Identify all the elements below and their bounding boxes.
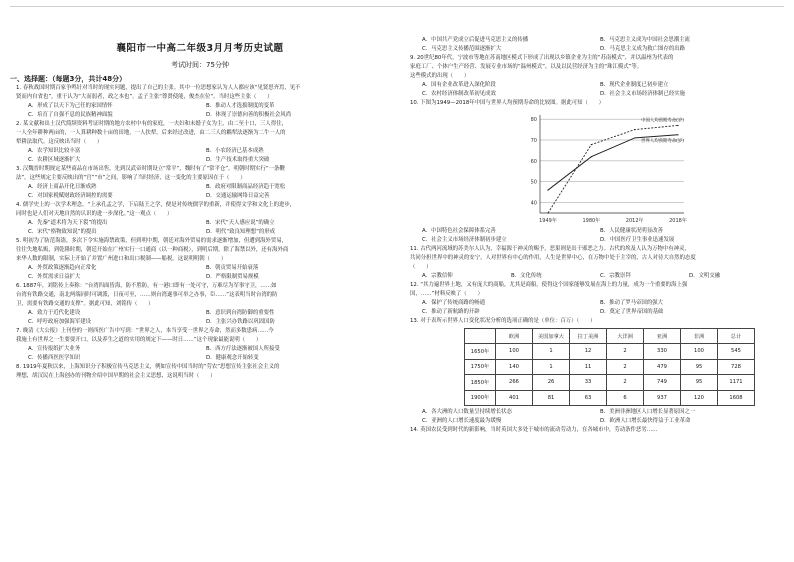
- x-tick-label: 1980年: [582, 218, 601, 224]
- answer-option: B．美洲非洲地区人口增长显著原因之一: [600, 409, 696, 415]
- table-cell: 1: [533, 359, 570, 375]
- question-text-line: 法”。这些规定主要反映出的“官”“市”之间，影响了当时经济，这一变化的主要原因在于（ ）: [16, 175, 246, 181]
- y-tick-label: 70: [530, 138, 537, 145]
- question-text-line: （ ）: [410, 264, 432, 270]
- table-header-cell: 大洋洲: [607, 329, 644, 344]
- series-point: [634, 129, 635, 130]
- table-cell: 266: [496, 375, 533, 391]
- table-header-cell: 亚洲: [644, 329, 681, 344]
- answer-option: D．交通运输网络日益完善: [206, 193, 270, 199]
- answer-option: B．政府对限制商品经济趋于宽松: [206, 184, 286, 190]
- table-cell: 728: [718, 359, 755, 375]
- question-text-line: 犁耕法取代。这反映出当时（ ）: [16, 139, 103, 145]
- answer-options: [28, 192, 384, 201]
- table-cell: 100: [681, 344, 718, 360]
- table-cell: 11: [570, 359, 607, 375]
- answer-option: B．马克思主义成为中国社会思潮主流: [600, 37, 690, 43]
- chart-svg: [514, 109, 694, 227]
- table-cell: 2: [607, 344, 644, 360]
- answer-option: A．宣传报纸扩大业务: [28, 346, 81, 352]
- question-text-line: 同时也是人们对天地自然的认识的进一步深化。”这一观点（ ）: [16, 211, 173, 217]
- table-header-cell: [465, 329, 496, 344]
- table-row: [465, 359, 755, 375]
- y-tick-label: 60: [530, 158, 537, 165]
- answer-option: B．朝贡贸易开始衰落: [206, 265, 259, 271]
- answer-option: C．培育了自强不息的民族精神面貌: [28, 112, 113, 118]
- answer-options: [422, 227, 778, 236]
- answer-options: [422, 90, 778, 99]
- question-text-line: 12. “其力遍世界土地，又有庞大的商船，尤其是商船，使得这个国家能够发展在海上的力量，成为一个重要的海上强: [410, 282, 688, 288]
- table-cell: 63: [570, 390, 607, 406]
- answer-option: C．对国家税赋财政经济调控的需要: [28, 193, 113, 199]
- table-cell: 401: [496, 390, 533, 406]
- answer-options: [422, 236, 778, 245]
- answer-option: C．宋代“格物致知说”的提出: [28, 229, 97, 235]
- answer-option: C．呼吁政府加强海军建设: [28, 319, 92, 325]
- answer-option: D．中国医疗卫生事业迅速发展: [600, 237, 675, 243]
- exam-title: 襄阳市一中高二年级3月月考历史试题: [116, 43, 284, 54]
- question-text-line: 11. 古代两河流域的苏美尔人认为，幸福源于神灵的赐予，恶果则是出于邪恶之力。古代的埃及人认为万物中有神灵，: [410, 246, 690, 252]
- table-cell: 1850年: [465, 375, 496, 391]
- right-column: [404, 0, 784, 562]
- section-heading: 一、选择题：（每题3分，共计48分）: [10, 75, 127, 83]
- question-text-line: 6. 1887年，刘铭传上奏称：“台湾四面皆海，防不胜防，有一港口即有一处可守，万难尽为军事守卫，……如: [16, 283, 277, 289]
- question-text-line: 10. 下图为1949—2018年中国与世界人均预期寿命的比较图。据此可知（ ）: [410, 100, 605, 106]
- left-column: [10, 0, 390, 562]
- answer-option: A．经济上商品开化日渐成熟: [28, 184, 97, 190]
- table-cell: 1: [533, 344, 570, 360]
- table-row: [465, 375, 755, 391]
- table-cell: 479: [644, 359, 681, 375]
- series-label: 中国人均预期寿命(岁): [641, 118, 684, 124]
- question-text-line: 台湾有铁路交通，南北两端同时可调派，日夜可至，……则台湾遂事可举之办事，臣……”这表明当时台湾的防: [16, 292, 278, 298]
- table-cell: 545: [718, 344, 755, 360]
- series-point: [634, 137, 635, 138]
- x-tick-label: 1949年: [539, 218, 557, 224]
- table-row: [465, 344, 755, 360]
- question-text-line: 贤而内自省也”，重于认为“大而弱者，政之本也”。孟子主张“尊贤使能，俊杰在位”。当时这些主张（ ）: [16, 94, 273, 100]
- answer-option: C．传播西医医学知识: [28, 355, 81, 361]
- question-text-line: 3. 汉魏晋时期规定某些商品在市场出售，先到汉武帝时期设立“常平”，魏时有了“常平仓”。明朝时期实行“一条鞭: [16, 166, 285, 172]
- answer-option: A．先秦“道术将为天下裂”的提出: [28, 220, 108, 226]
- question-text-line: 往往失地私贩，到乾隆时期，朝廷开始在广州实行一口通商（以一种商税），到明后期，除了海禁以外，还有海外商: [16, 247, 289, 253]
- answer-options: [28, 345, 384, 354]
- answer-option: B．文化传统: [511, 273, 542, 279]
- table-cell: 1608: [718, 390, 755, 406]
- question-text-line: 家庭工厂、个体户生产经营、发展专业市场的“温州模式”，以及以民营经济为主的“珠江模式”等。: [410, 64, 643, 70]
- x-tick-label: 2018年: [669, 218, 687, 224]
- answer-option: B．意识到台湾防御的重要性: [206, 310, 275, 316]
- answer-option: A．各大洲的人口数量呈持续增长状态: [422, 409, 512, 415]
- answer-option: A．宗教信仰: [422, 273, 453, 279]
- population-table: [464, 328, 755, 406]
- answer-option: D．主张兴办铁路以巩固国防: [206, 319, 275, 325]
- question-text-line: 卫，需要有铁路交通的支撑”。据此可知，刘铭传（ ）: [16, 301, 154, 307]
- table-cell: 95: [681, 375, 718, 391]
- table-header-cell: 欧洲: [496, 329, 533, 344]
- answer-option: A．中国特色社会保障体系完善: [422, 228, 496, 234]
- table-cell: 2: [607, 375, 644, 391]
- table-cell: 937: [644, 390, 681, 406]
- question-text-line: 我施上有世界之一生要要开口，以及养生之道的实用的规定下——时日……”这个现象最能说明（ ）: [16, 337, 262, 343]
- answer-options: [422, 36, 778, 45]
- series-point: [677, 125, 678, 126]
- life-expectancy-chart: [514, 109, 694, 227]
- answer-options: [28, 354, 384, 363]
- answer-options: [28, 219, 384, 228]
- answer-options: [28, 309, 384, 318]
- question-text-line: 4. 儒学史上的一次学术理念，“上承孔孟之学，下启陆王之学，便是对传统儒学的重新，并使得文学和文化上的进步，: [16, 202, 296, 208]
- table-cell: 1171: [718, 375, 755, 391]
- table-cell: 1750年: [465, 359, 496, 375]
- y-tick-label: 50: [530, 179, 537, 186]
- answer-option: C．推动了新航路的开辟: [422, 309, 480, 315]
- table-row: [465, 390, 755, 406]
- question-text-line: 7. 晚清《大公报》上刊登的一则西医广告中写到：“世界之人，本当享受一世界之寿命，然而多数患病……今: [16, 328, 274, 334]
- answer-option: C．宗教崇拜: [600, 273, 631, 279]
- question-text-line: 9. 20世纪80年代，宁波市等地在苏南地区模式下形成了出现以乡镇企业为主的“苏南模式”，并以温州为代表的: [410, 55, 674, 61]
- answer-options: [422, 408, 778, 417]
- answer-option: B．推动了罗马帝国的强大: [600, 300, 663, 306]
- answer-option: B．小农经济已基本成熟: [206, 148, 264, 154]
- question-text-line: 这些模式的出现（ ）: [410, 73, 470, 79]
- series-label: 世界人均预期寿命(岁): [641, 138, 684, 144]
- answer-option: A．国有企业改革进入深化阶段: [422, 82, 496, 88]
- answer-options: [28, 183, 384, 192]
- answer-option: D．明代“致良知理想”的形成: [206, 229, 276, 235]
- question-text-line: 8. 1919年夏秋以来，上海知识分子积极宣传马克思主义，例如宣传中国当时的“劳农”思想宣传主张社会主义的: [16, 364, 280, 370]
- question-text-line: 一人全年耕种两亩的，一人算耕种数十亩的田地，一人扶犁，后来经过改进，由二三人的耦犁法逐渐为二牛一人的: [16, 130, 286, 136]
- table-cell: 100: [496, 344, 533, 360]
- y-tick-label: 40: [530, 200, 537, 207]
- answer-options: [28, 147, 384, 156]
- answer-options: [422, 308, 778, 317]
- answer-option: C．马克思主义传播范围逐渐扩大: [422, 46, 502, 52]
- series-point: [591, 156, 592, 157]
- table-cell: 2: [607, 359, 644, 375]
- answer-options: [28, 156, 384, 165]
- answer-options: [28, 102, 384, 111]
- question-text-line: 国，……”材料反映了（ ）: [410, 291, 483, 297]
- answer-options: [28, 111, 384, 120]
- table-header-cell: 拉丁美洲: [570, 329, 607, 344]
- answer-option: D．欧洲人口增长最快得益于工业革命: [600, 418, 691, 424]
- series-point: [591, 144, 592, 145]
- answer-options: [422, 45, 778, 54]
- table-cell: 1650年: [465, 344, 496, 360]
- answer-option: B．人民健康状况明显改善: [600, 228, 663, 234]
- answer-options: [28, 318, 384, 327]
- answer-option: B．宋代“天人感应说”的确立: [206, 220, 275, 226]
- y-tick-label: 80: [530, 117, 537, 124]
- table-cell: 95: [681, 359, 718, 375]
- question-text-line: 5. 明初为了防范海盗，多次下令实施海禁政策，但到明中期，朝廷对海外贸易的需求逐渐增加，但遭到海外贸易，: [16, 238, 287, 244]
- answer-options: [28, 264, 384, 273]
- question-text-line: 理想，胡汉民在上海创办的刊物介绍中国早期的社会主义思想，这说明当时（ ）: [16, 373, 216, 379]
- answer-option: D．生产技术取得重大突破: [206, 157, 270, 163]
- question-text-line: 1. 春秋战国时期百家争鸣针对当时的现实问题，提出了自己的主张。其中一位思想家认为人人都应该“见贤思齐焉，见不: [16, 85, 301, 91]
- answer-option: B．西方疗法逐渐被国人所接受: [206, 346, 280, 352]
- question-list-right: [404, 36, 784, 435]
- question-text-line: 共同分担世界中的神灵的安宁，人对世界有中心的作用，人生是世界中心，在万物中处于主宰的，古人对待大自然的态度: [410, 255, 696, 261]
- table-cell: 81: [533, 390, 570, 406]
- table-cell: 120: [681, 390, 718, 406]
- answer-option: A．致力于近代化建设: [28, 310, 81, 316]
- answer-options: [422, 299, 778, 308]
- answer-option: A．中国共产党成立后促进马克思主义的传播: [422, 37, 529, 43]
- question-list-left: [10, 84, 390, 381]
- answer-options: [422, 81, 778, 90]
- table-header-cell: 非洲: [681, 329, 718, 344]
- table-cell: 33: [570, 375, 607, 391]
- answer-option: D．严格限制贸易规模: [206, 274, 259, 280]
- answer-option: A．保护了传统商路的畅通: [422, 300, 485, 306]
- table-header-cell: 总计: [718, 329, 755, 344]
- table-cell: 1900年: [465, 390, 496, 406]
- answer-option: D．体现了崇德向善的积极社会风尚: [206, 112, 292, 118]
- answer-option: C．农村经济体制改革初见成效: [422, 91, 496, 97]
- question-text-line: 13. 对于表所示世界人口变化状况分析的选项正确的是（单位：百万）（ ）: [410, 318, 596, 324]
- answer-options: [422, 272, 778, 281]
- table-cell: 12: [570, 344, 607, 360]
- answer-option: D．奠定了世界帝国的基础: [600, 309, 664, 315]
- question-text-line: 14. 英国农民受到时代的新影响，当时英国大多处于城市的流动劳动力，在各城市中，劳动条件恶劣……: [410, 427, 658, 433]
- series-point: [547, 189, 548, 190]
- table-cell: 140: [496, 359, 533, 375]
- right-top-spacer: [404, 0, 784, 36]
- answer-option: D．社会主义市场经济体制已经实施: [600, 91, 686, 97]
- answer-options: [28, 228, 384, 237]
- answer-option: C．农耕区域逐渐扩大: [28, 157, 81, 163]
- x-tick-label: 2012年: [625, 218, 644, 224]
- answer-option: B．现代企业制度已初步建立: [600, 82, 669, 88]
- answer-option: C．社会主义市场经济体制初步建立: [422, 237, 507, 243]
- table-cell: 330: [644, 344, 681, 360]
- answer-option: D．健康观念开始转变: [206, 355, 259, 361]
- table-cell: 6: [607, 390, 644, 406]
- answer-options: [422, 417, 778, 426]
- question-text-line: 来华人数的限制，实际上开始了并置广州进口和出口税制——船税。这说明明朝（ ）: [16, 256, 227, 262]
- answer-option: B．推动人才选拔制度的变革: [206, 103, 275, 109]
- answer-option: A．形成了以天下为己任的家国情怀: [28, 103, 113, 109]
- answer-option: C．外贸需求日益扩大: [28, 274, 81, 280]
- answer-option: A．农学知识比较丰富: [28, 148, 81, 154]
- series-point: [547, 212, 548, 213]
- answer-option: D．马克思主义成为救亡图存的出路: [600, 46, 686, 52]
- table-header-cell: 美国加拿大: [533, 329, 570, 344]
- exam-time: 考试时间：75分钟: [171, 61, 229, 69]
- table-cell: 26: [533, 375, 570, 391]
- answer-option: C．亚洲的人口增长速度最为缓慢: [422, 418, 502, 424]
- answer-option: D．文明交融: [689, 273, 721, 279]
- answer-option: A．外贸政策逐渐趋向正常化: [28, 265, 97, 271]
- answer-options: [28, 273, 384, 282]
- series-point: [677, 134, 678, 135]
- table-cell: 749: [644, 375, 681, 391]
- question-text-line: 2. 某文献和出土汉代简牍资料考证时期的地方农村中有的家庭，一夫妇和未婚子女为主，由二至十口，三人得住，: [16, 121, 287, 127]
